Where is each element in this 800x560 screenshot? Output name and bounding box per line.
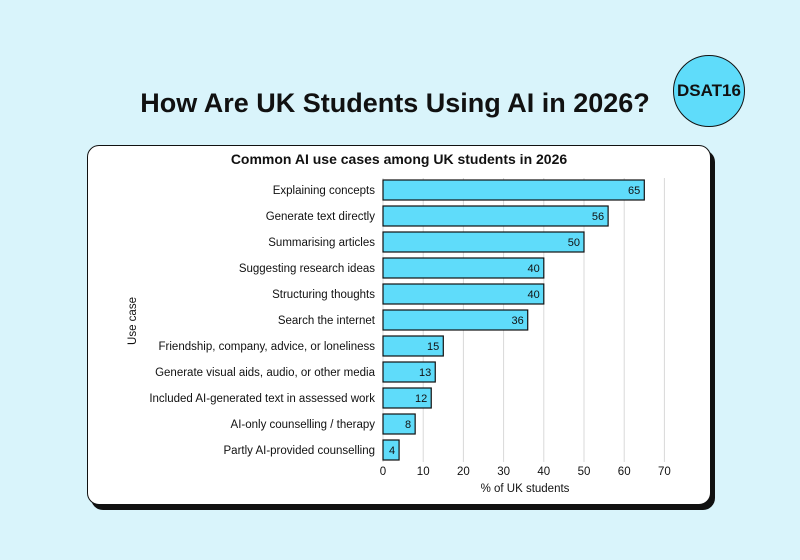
bar-value-label: 8 [405,419,412,431]
bar [383,206,608,226]
category-labels [149,185,375,457]
bar [383,284,544,304]
x-tick-label: 30 [497,466,510,478]
chart-title: Common AI use cases among UK students in 2026 [230,151,568,167]
bar-value-label: 50 [567,237,580,249]
category-label: Generate visual aids, audio, or other media [155,367,375,379]
x-tick-label: 0 [379,466,387,478]
category-label: Structuring thoughts [272,289,375,301]
page-title: How Are UK Students Using AI in 2026? [140,88,650,118]
bar-value-label: 15 [427,341,440,353]
category-label: Summarising articles [268,237,375,249]
bar-value-label: 40 [527,263,540,275]
bar-value-label: 65 [628,185,641,197]
x-tick-label: 10 [416,466,430,478]
category-label: Included AI-generated text in assessed work [149,393,375,405]
bar-value-label: 40 [527,289,540,301]
bars [383,180,644,460]
category-label: Explaining concepts [272,185,375,197]
bar-value-label: 4 [388,445,396,457]
bar-value-label: 12 [414,393,428,405]
bar [383,180,644,200]
brand-badge: DSAT16 [673,55,745,127]
x-tick-label: 40 [537,466,551,478]
x-tick-labels [380,466,671,478]
bar [383,310,528,330]
category-label: Suggesting research ideas [238,263,375,275]
x-tick-label: 70 [658,466,671,478]
category-label: Partly AI-provided counselling [223,445,375,457]
bar [383,232,584,252]
category-label: Search the internet [277,315,375,327]
x-tick-label: 60 [617,466,631,478]
bar-value-label: 13 [419,367,432,379]
bar-value-label: 36 [511,315,524,327]
x-tick-label: 20 [457,466,470,478]
x-tick-label: 50 [577,466,591,478]
x-axis-label: % of UK students [480,483,570,495]
y-axis-label: Use case [127,297,139,345]
bar [383,258,544,278]
category-label: Friendship, company, advice, or loneliness [158,341,375,353]
category-label: AI-only counselling / therapy [230,419,375,431]
bar-value-label: 56 [591,211,605,223]
category-label: Generate text directly [265,211,375,223]
